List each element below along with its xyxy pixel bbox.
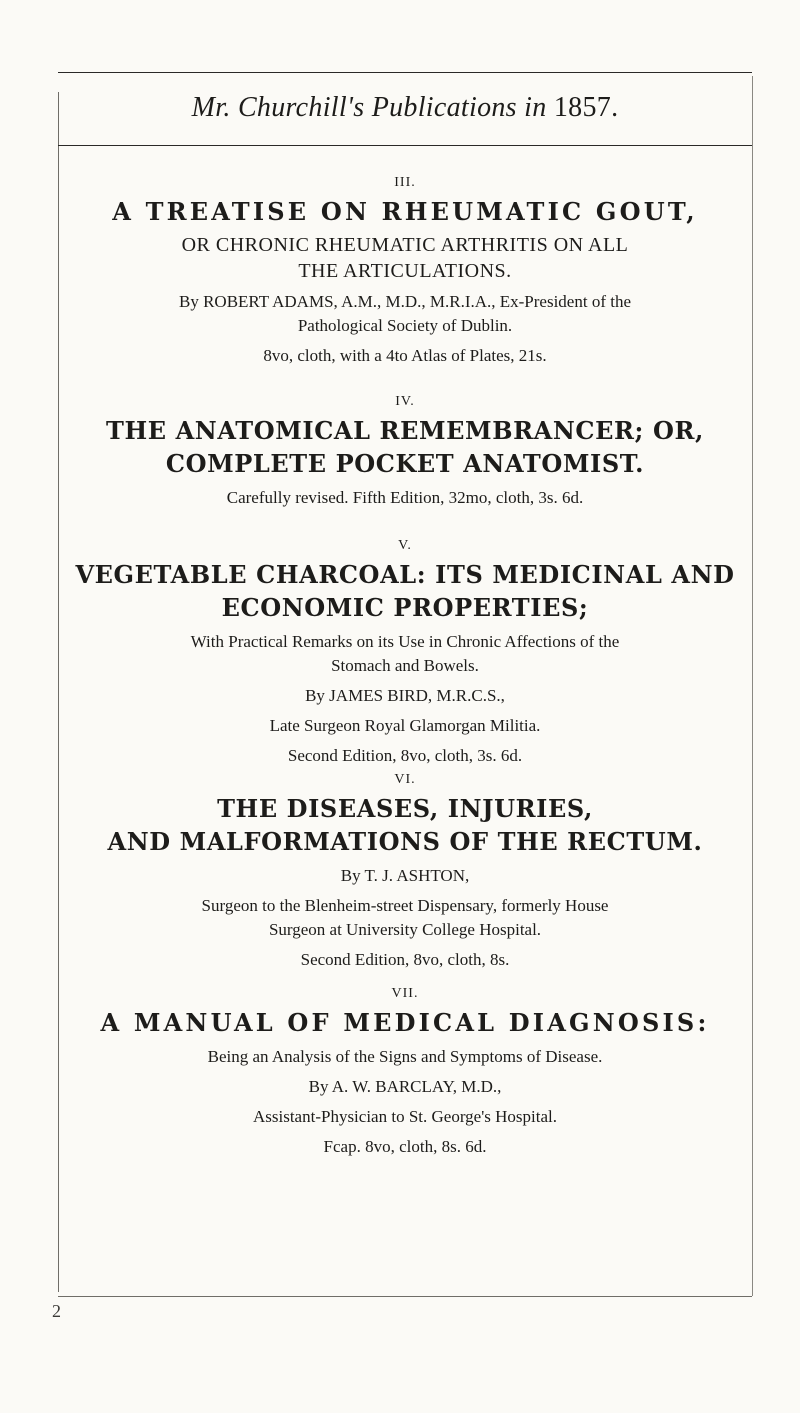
entry-description: With Practical Remarks on its Use in Chronic Affections of the — [190, 632, 620, 651]
header-year: 1857. — [553, 92, 619, 123]
entry-vi — [58, 772, 752, 972]
header-prefix: Mr. Churchill's Publications in — [191, 92, 547, 123]
entry-number: VII. — [391, 986, 419, 1001]
entry-title: AND MALFORMATIONS OF THE RECTUM. — [107, 827, 703, 856]
entry-subtitle: THE ARTICULATIONS. — [298, 260, 512, 282]
entry-title: VEGETABLE CHARCOAL: ITS MEDICINAL AND — [75, 560, 735, 589]
entry-edition: Second Edition, 8vo, cloth, 8s. — [300, 950, 510, 969]
entry-title: ECONOMIC PROPERTIES; — [221, 593, 589, 622]
entry-title: A MANUAL OF MEDICAL DIAGNOSIS: — [100, 1008, 710, 1037]
page-header — [58, 92, 752, 124]
entry-number: III. — [394, 175, 416, 190]
entry-iv — [58, 394, 752, 510]
entry-title: COMPLETE POCKET ANATOMIST. — [165, 449, 645, 478]
entry-edition: Carefully revised. Fifth Edition, 32mo, cloth, 3s. 6d. — [226, 488, 584, 507]
entry-title: THE DISEASES, INJURIES, — [217, 794, 593, 823]
entry-author-role: Surgeon at University College Hospital. — [268, 920, 542, 939]
entry-edition: Fcap. 8vo, cloth, 8s. 6d. — [323, 1137, 487, 1156]
right-rule — [752, 76, 753, 1296]
entry-author: By JAMES BIRD, M.R.C.S., — [305, 686, 505, 705]
entry-author: By A. W. BARCLAY, M.D., — [308, 1077, 502, 1096]
entry-number: IV. — [395, 394, 415, 409]
entry-iii — [58, 175, 752, 368]
entry-author-role: Surgeon to the Blenheim-street Dispensary, formerly House — [201, 896, 609, 915]
bottom-rule — [58, 1296, 752, 1297]
entry-author-role: Assistant-Physician to St. George's Hospital. — [252, 1107, 558, 1126]
entry-number: V. — [398, 538, 412, 553]
entry-title: A TREATISE ON RHEUMATIC GOUT, — [112, 197, 698, 226]
entry-edition: Second Edition, 8vo, cloth, 3s. 6d. — [287, 746, 523, 765]
entry-description: Stomach and Bowels. — [331, 656, 479, 675]
entry-author-role: Late Surgeon Royal Glamorgan Militia. — [269, 716, 541, 735]
entry-edition: 8vo, cloth, with a 4to Atlas of Plates, 21s. — [263, 346, 547, 365]
entry-v — [58, 538, 752, 768]
entry-subtitle: OR CHRONIC RHEUMATIC ARTHRITIS ON ALL — [181, 234, 629, 256]
entry-number: VI. — [394, 772, 416, 787]
entry-author: By ROBERT ADAMS, A.M., M.D., M.R.I.A., Ex-President of the — [178, 292, 632, 311]
entry-author: Pathological Society of Dublin. — [297, 316, 513, 335]
entry-description: Being an Analysis of the Signs and Symptoms of Disease. — [207, 1047, 603, 1066]
top-rule — [58, 72, 752, 73]
entry-vii — [58, 986, 752, 1159]
page-number: 2 — [52, 1301, 61, 1321]
entry-title: THE ANATOMICAL REMEMBRANCER; OR, — [106, 416, 704, 445]
header-rule — [58, 145, 752, 146]
entry-author: By T. J. ASHTON, — [340, 866, 470, 885]
